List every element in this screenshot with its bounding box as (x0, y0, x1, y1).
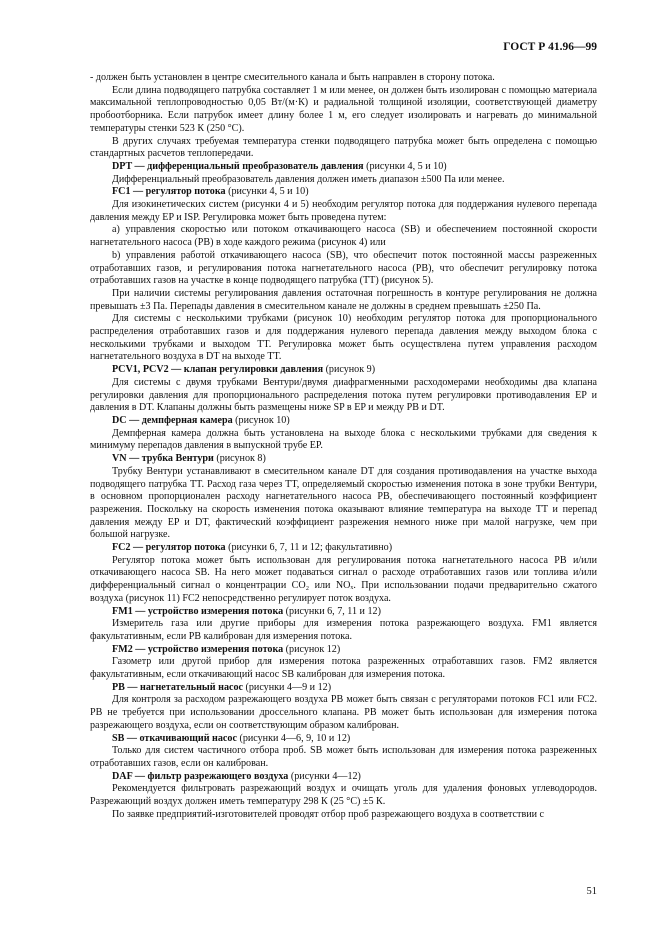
page-number: 51 (586, 886, 597, 897)
body-paragraph: Для контроля за расходом разрежающего воздуха PB может быть связан с регуляторами потоков FC1 или FC2. PB не требуется при использовании дроссельного клапана. PB может быть использован для измерения потока разрежающего воздуха, если он соответствующим образом калиброван. (90, 694, 597, 731)
term-reference: (рисунки 4—9 и 12) (243, 681, 332, 693)
body-paragraph: Регулятор потока может быть использован для регулирования потока нагнетательного насоса PB и/или откачивающего насоса SB. На него может подаваться сигнал о расходе отработавших газов или топлива и/или дифференциальный сигнал о концентрации CO₂ или NOₓ. При использовании подачи предварительно сжатого воздуха (рисунок 11) FC2 непосредственно регулирует поток воздуха. (90, 554, 597, 604)
term-reference: (рисунки 4, 5 и 10) (225, 186, 309, 198)
body-paragraph: При наличии системы регулирования давления остаточная погрешность в контуре регулирования не должна превышать ±3 Па. Перепады давления в смесительном канале не должны в среднем превышать ±250 Па. (90, 287, 597, 312)
term-name: DAF — фильтр разрежающего воздуха (112, 770, 289, 782)
term-heading (90, 453, 597, 466)
body-paragraph: В других случаях требуемая температура стенки подводящего патрубка может быть определена с помощью стандартных расчетов теплопередачи. (90, 135, 597, 160)
body-paragraph: Для изокинетических систем (рисунки 4 и 5) необходим регулятор потока для поддержания нулевого перепада давления между EP и ISP. Регулировка может быть проведена путем: (90, 199, 597, 223)
term-heading (90, 161, 597, 174)
term-name: SB — откачивающий насос (112, 732, 237, 744)
term-heading (90, 186, 597, 199)
body-paragraph: b) управления работой откачивающего насоса (SB), что обеспечит поток постоянной массы разреженных отработавших газов, и регулирования потока нагнетательного насоса (PB), что обеспечит регулировку потока отработавших газов на участке в конце подводящего патрубка (TT) (рисунок 5). (90, 249, 597, 287)
page-content (90, 72, 597, 821)
term-name: PCV1, PCV2 — клапан регулировки давления (112, 364, 324, 376)
term-reference: (рисунки 6, 7, 11 и 12) (283, 605, 381, 617)
term-heading (90, 733, 597, 746)
body-paragraph: Измеритель газа или другие приборы для измерения потока разрежающего воздуха. FM1 является факультативным, если PB калиброван для измерения потока. (90, 618, 597, 642)
body-paragraph: Демпферная камера должна быть установлена на выходе блока с несколькими трубками для сведения к минимуму перепадов давления в выпускной трубе EP. (90, 427, 597, 452)
body-paragraph: Трубку Вентури устанавливают в смесительном канале DT для создания противодавления на участке выхода подводящего патрубка TT. Расход газа через TT, определяемый скоростью изменения потока в зоне трубки Вентури, в основном пропорционален расходу нагнетательного насоса PB, обеспечивающего постоянный коэффициент разрежения. Поскольку на скорость изменения потока оказывают влияние температура на выходе TT и перепад давления между EP и DT, фактический коэффициент разрежения немного ниже при малой нагрузке, чем при большой нагрузке. (90, 465, 597, 541)
term-heading (90, 415, 597, 428)
term-reference: (рисунки 4—12) (288, 770, 361, 782)
body-paragraph: Только для систем частичного отбора проб. SB может быть использован для измерения потока разреженных отработавших газов, если он калиброван. (90, 745, 597, 769)
body-paragraph: Для системы с несколькими трубками (рисунок 10) необходим регулятор потока для пропорционального распределения отработавших газов и для поддержания нулевого перепада давления между выходом блока с несколькими трубками и выходом TT. Регулировка может быть осуществлена путем управления расходом нагнетательного воздуха в DT на выходе TT. (90, 313, 597, 363)
body-paragraph: Дифференциальный преобразователь давления должен иметь диапазон ±500 Па или менее. (112, 173, 505, 185)
term-reference: (рисунок 8) (213, 453, 266, 465)
term-heading (90, 771, 597, 784)
term-name: FM1 — устройство измерения потока (112, 605, 284, 617)
term-name: DPT — дифференциальный преобразователь давления (112, 160, 364, 172)
term-heading (90, 644, 597, 657)
term-reference: (рисунок 9) (323, 364, 376, 376)
term-reference: (рисунки 6, 7, 11 и 12; факультативно) (225, 542, 393, 554)
term-name: PB — нагнетательный насос (112, 681, 243, 693)
term-heading (90, 542, 597, 555)
body-paragraph: а) управления скоростью или потоком откачивающего насоса (SB) и обеспечением постоянной скорости нагнетательного насоса (PB) в ходе каждого режима (рисунок 4) или (90, 224, 597, 249)
term-name: DC — демпферная камера (112, 414, 233, 426)
term-heading (90, 364, 597, 377)
term-heading (90, 682, 597, 695)
body-paragraph: По заявке предприятий-изготовителей проводят отбор проб разрежающего воздуха в соответствии с (112, 808, 545, 820)
body-paragraph: Если длина подводящего патрубка составляет 1 м или менее, он должен быть изолирован с помощью материала максимальной теплопроводностью 0,05 Вт/(м·К) и радиальной толщиной изоляции, соответствующей диаметру пробоотборника. Если патрубок имеет длину более 1 м, его следует изолировать и нагревать до минимальной температуры стенки 523 К (250 °С). (90, 84, 597, 134)
term-heading (90, 606, 597, 619)
body-paragraph: Рекомендуется фильтровать разрежающий воздух и очищать уголь для удаления фоновых углеводородов. Разрежающий воздух должен иметь температуру 298 К (25 °С) ±5 К. (90, 783, 597, 808)
term-reference: (рисунок 10) (232, 414, 290, 426)
term-name: VN — трубка Вентури (112, 453, 214, 465)
term-name: FM2 — устройство измерения потока (112, 643, 284, 655)
term-name: FC2 — регулятор потока (112, 542, 226, 554)
body-paragraph: Газометр или другой прибор для измерения потока разреженных отработавших газов. FM2 является факультативным, если откачивающий насос SB калиброван для измерения потока. (90, 656, 597, 681)
term-reference: (рисунки 4, 5 и 10) (363, 160, 447, 172)
body-paragraph: - должен быть установлен в центре смесительного канала и быть направлен в сторону потока. (90, 72, 495, 83)
body-paragraph: Для системы с двумя трубками Вентури/двумя диафрагменными расходомерами необходимы два клапана регулировки давления для пропорционального распределения потока путем регулировки противодавления EP и давления в DT. Клапаны должны быть размещены ниже SP в EP и между PB и DT. (90, 376, 597, 414)
standard-header: ГОСТ Р 41.96—99 (503, 41, 597, 53)
term-reference: (рисунок 12) (283, 643, 341, 655)
term-reference: (рисунки 4—6, 9, 10 и 12) (236, 732, 351, 744)
term-name: FC1 — регулятор потока (112, 186, 226, 198)
